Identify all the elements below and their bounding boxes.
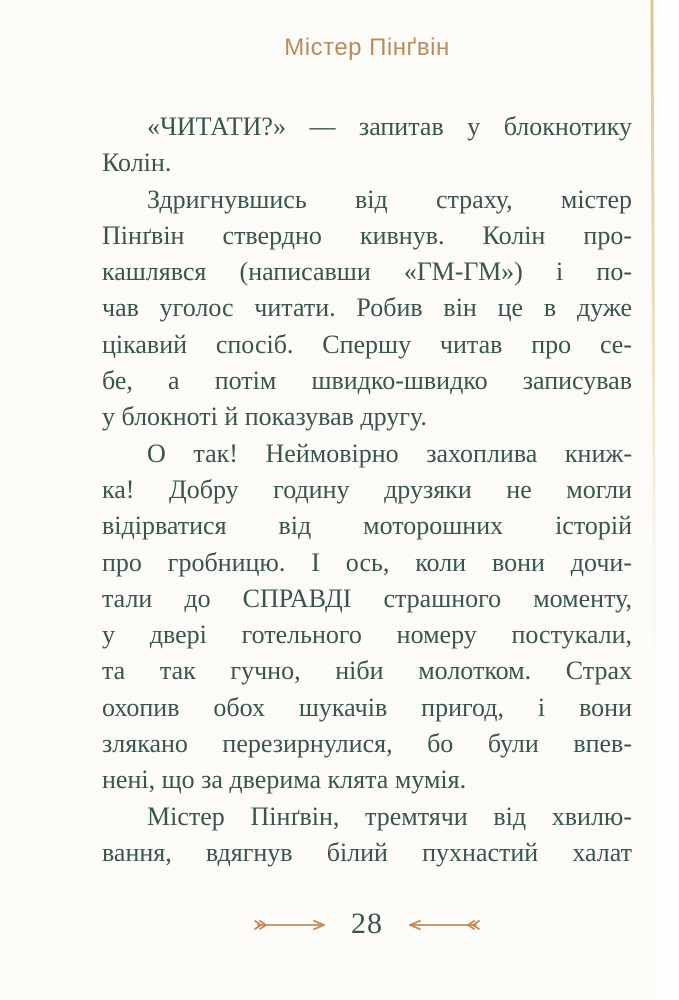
text-line: Колін. xyxy=(102,148,172,178)
text-line: О так! Неймовірно захоплива книж- xyxy=(147,438,632,468)
page-footer xyxy=(102,903,632,947)
text-line: та так гучно, ніби молотком. Страх xyxy=(102,656,632,686)
text-line: ка! Добру годину друзяки не могли xyxy=(102,474,632,504)
text-line: «ЧИТАТИ?» — запитав у блокнотику xyxy=(147,112,632,141)
text-line: Містер Пінґвін, тремтячи від хвилю- xyxy=(147,801,632,831)
text-line: бе, а потім швидко-швидко записував xyxy=(102,366,632,396)
text-line: про гробницю. І ось, коли вони дочи- xyxy=(102,547,632,577)
text-line: нені, що за дверима клята мумія. xyxy=(102,765,467,795)
text-line: відірватися від моторошних історій xyxy=(102,511,632,541)
text-line: вання, вдягнув білий пухнастий халат xyxy=(102,837,632,867)
page-number: 28 xyxy=(351,907,383,940)
left-arrow-icon xyxy=(253,918,333,932)
text-line: злякано перезирнулися, бо були впев- xyxy=(102,729,632,759)
text-line: кашлявся (написавши «ГМ-ГМ») і по- xyxy=(102,257,632,287)
text-line: Здригнувшись від страху, містер xyxy=(147,184,632,214)
text-line: охопив обох шукачів пригод, і вони xyxy=(102,692,632,722)
scan-edge-highlight xyxy=(655,0,679,1000)
body-text xyxy=(102,109,632,871)
text-line: Пінґвін ствердно кивнув. Колін про- xyxy=(102,220,632,250)
right-arrow-icon xyxy=(401,918,481,932)
text-line: у двері готельного номеру постукали, xyxy=(102,620,632,650)
text-line: чав уголос читати. Робив він це в дуже xyxy=(102,293,632,323)
text-line: цікавий спосіб. Спершу читав про се- xyxy=(102,329,632,359)
text-line: тали до СПРАВДІ страшного моменту, xyxy=(102,583,632,613)
text-line: у блокноті й показував другу. xyxy=(102,402,427,432)
running-header-title: Містер Пінґвін xyxy=(284,34,450,61)
